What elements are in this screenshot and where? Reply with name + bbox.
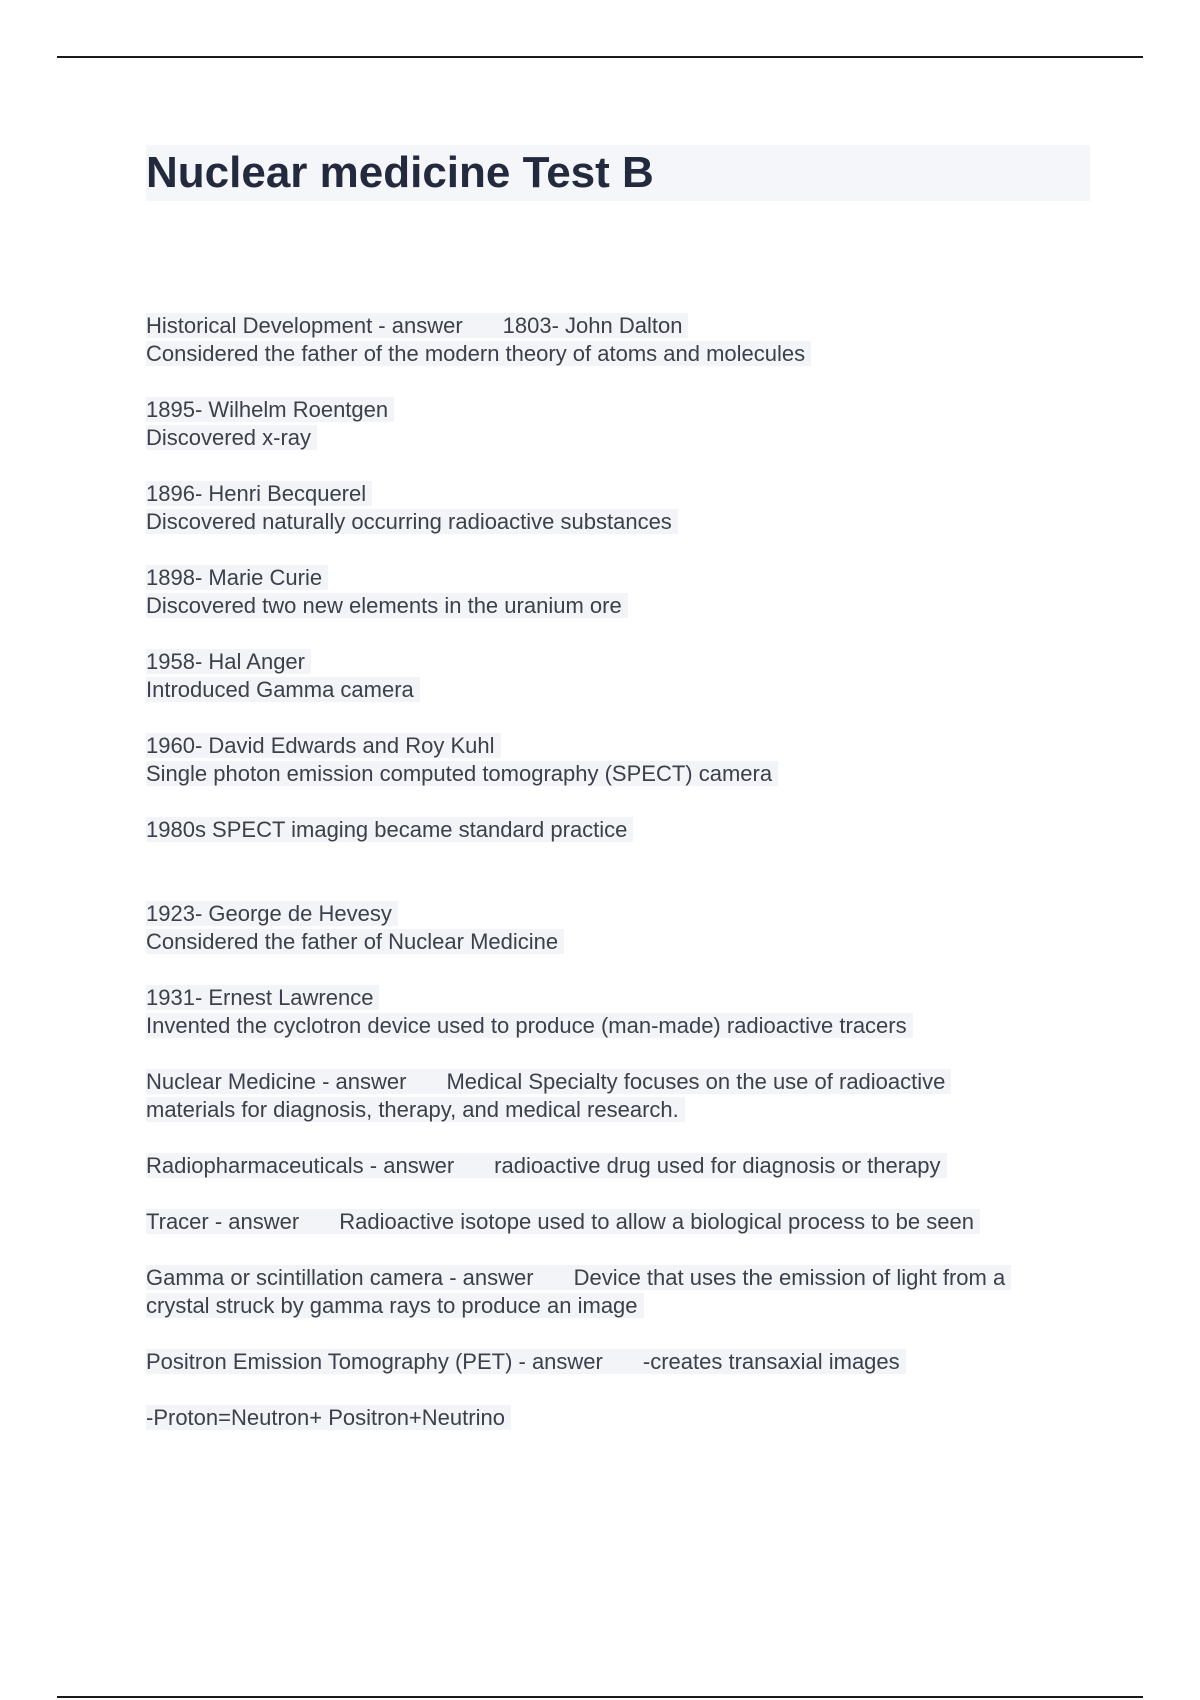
answer-text: Radioactive isotope used to allow a biological process to be seen [339, 1209, 974, 1234]
answer-text: 1803- John Dalton [502, 313, 683, 338]
answer-text: Introduced Gamma camera [146, 677, 420, 702]
answer-text: Considered the father of the modern theory of atoms and molecules [146, 341, 811, 366]
answer-text: Discovered x-ray [146, 425, 317, 450]
answer-text: 1980s SPECT imaging became standard practice [146, 817, 633, 842]
qa-item-historical-development [146, 312, 1090, 1040]
answer-text: Considered the father of Nuclear Medicine [146, 929, 564, 954]
answer-text: 1896- Henri Becquerel [146, 481, 372, 506]
answer-text: materials for diagnosis, therapy, and medical research. [146, 1097, 685, 1122]
top-rule [57, 56, 1143, 58]
question-term: Historical Development - answer 1803- John Dalton [146, 313, 688, 338]
question-term: Positron Emission Tomography (PET) - answer [146, 1349, 603, 1374]
title-banner [146, 145, 1090, 201]
qa-item-nuclear-medicine [146, 1068, 1090, 1124]
answer-text: -Proton=Neutron+ Positron+Neutrino [146, 1405, 511, 1430]
answer-text: Single photon emission computed tomography (SPECT) camera [146, 761, 778, 786]
answer-text: 1931- Ernest Lawrence [146, 985, 379, 1010]
answer-text: -creates transaxial images [642, 1349, 900, 1374]
qa-item-radiopharmaceuticals [146, 1152, 1090, 1180]
bottom-rule [57, 1696, 1143, 1698]
answer-text: crystal struck by gamma rays to produce an image [146, 1293, 644, 1318]
question-term: Gamma or scintillation camera - answer [146, 1265, 534, 1290]
answer-text: 1960- David Edwards and Roy Kuhl [146, 733, 501, 758]
answer-text: Discovered naturally occurring radioactive substances [146, 509, 678, 534]
qa-item-gamma-camera [146, 1264, 1090, 1320]
page-title: Nuclear medicine Test B [146, 148, 654, 197]
qa-item-pet [146, 1348, 1090, 1432]
answer-text: 1923- George de Hevesy [146, 901, 398, 926]
answer-text: Medical Specialty focuses on the use of radioactive [446, 1069, 946, 1094]
question-term: Radiopharmaceuticals - answer [146, 1153, 455, 1178]
document-body [146, 145, 1090, 1432]
answer-text: Invented the cyclotron device used to produce (man-made) radioactive tracers [146, 1013, 913, 1038]
answer-text: Device that uses the emission of light from a [573, 1265, 1006, 1290]
question-term: Tracer - answer [146, 1209, 300, 1234]
answer-text: 1958- Hal Anger [146, 649, 311, 674]
answer-text: radioactive drug used for diagnosis or therapy [494, 1153, 941, 1178]
answer-text: 1895- Wilhelm Roentgen [146, 397, 394, 422]
qa-list [146, 312, 1090, 1432]
qa-item-tracer [146, 1208, 1090, 1236]
question-term: Nuclear Medicine - answer [146, 1069, 407, 1094]
answer-text: 1898- Marie Curie [146, 565, 328, 590]
answer-text: Discovered two new elements in the uranium ore [146, 593, 628, 618]
